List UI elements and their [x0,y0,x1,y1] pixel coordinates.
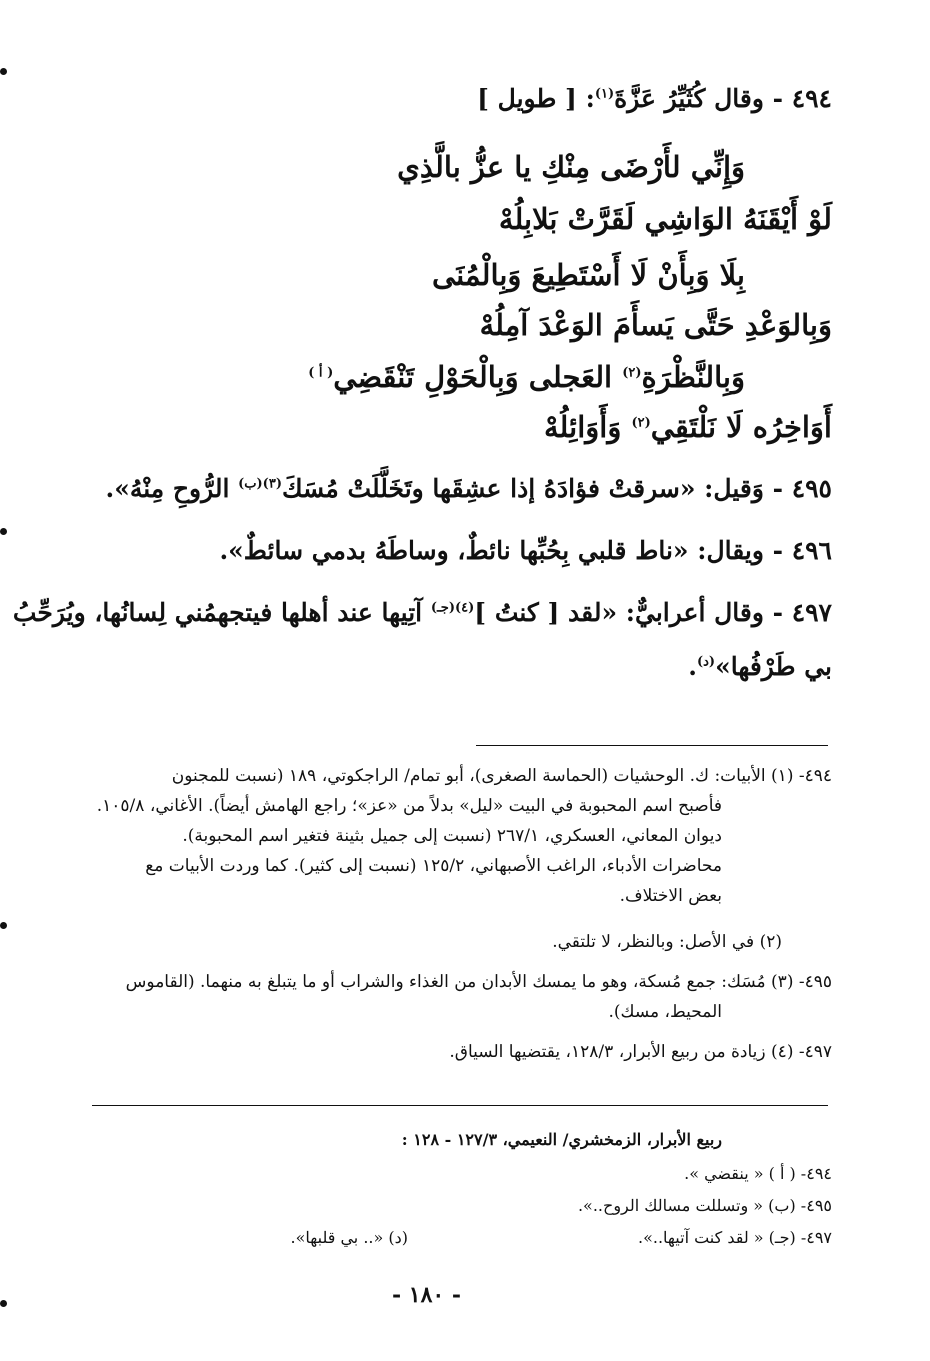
verse-line-1: وَإِنِّي لأَرْضَى مِنْكِ يا عزُّ بالَّذِي [397,150,745,184]
verse-text: وَأَوَائِلُهْ [544,410,632,444]
footnote-ref[interactable]: (٤)(جـ) [430,600,475,616]
sources-separator [92,1105,828,1106]
meter-label: : [ طويل ] [477,84,595,113]
footnote-497-4: ٤٩٧- (٤) زيادة من ربيع الأبرار، ١٢٨/٣، يقتضيها السياق. [449,1042,832,1062]
source-ref[interactable]: ( أ ) [308,365,334,381]
entry-494-author: ٤٩٤ - وقال كُثَيِّرُ عَزَّةَ [614,84,832,113]
footnote-494-1-cont: فأصبح اسم المحبوبة في البيت «ليل» بدلاً من «عز»؛ راجع الهامش أيضاً). الأغاني، ١٠٥/٨. [96,796,722,816]
footnote-494-1-cont: محاضرات الأدباء، الراغب الأصبهاني، ١٢٥/٢ (نسبت إلى كثير). كما وردت الأبيات مع [145,856,722,876]
footnote-ref[interactable]: (٢) [622,365,642,381]
source-line: ٤٩٤- ( أ ) « ينقضي ». [684,1164,832,1183]
entry-495 [105,474,832,503]
margin-dot [0,1300,7,1307]
entry-text: ٤٩٥ - وَقيل: «سرقتْ فؤادَهُ إذا عشِقَها وتَخَلَّلَتْ مُسَكَ [281,474,832,503]
footnote-separator [476,745,828,746]
source-line: (د) «.. بي قلبها». [290,1228,408,1247]
source-line: ٤٩٥- (ب) « وتسللت مسالك الروح..». [577,1196,832,1215]
footnote-494-1-cont: ديوان المعاني، العسكري، ٢٦٧/١ (نسبت إلى جميل بثينة فتغير اسم المحبوبة). [182,826,722,846]
entry-494-header [477,84,832,113]
entry-text: آتِيها عند أهلها فيتجهمُني لِسانُها، ويُرَحِّبُ [12,598,431,627]
verse-text: العَجلى وَبِالْحَوْلِ تَنْقَضِي [333,360,623,394]
entry-497-cont [688,652,832,681]
verse-text: وَبِالنَّظْرَةِ [641,360,745,394]
page-number: - ١٨٠ - [392,1282,462,1308]
verse-line-2: لَوْ أَيْقَنَهُ الوَاشِي لَقَرَّتْ بَلابِلُهْ [498,202,832,236]
entry-496: ٤٩٦ - ويقال: «ناط قلبي بِحُبِّها نائطٌ، وساطَهُ بدمي سائطٌ». [219,536,832,565]
entry-text: بي طَرْفُها» [715,652,832,681]
verse-line-3: بِلَا وَبِأَنْ لَا أَسْتَطِيعَ وَبِالْمُنَى [431,258,745,292]
entry-497 [13,598,832,627]
footnote-495-3: ٤٩٥- (٣) مُسَك: جمع مُسكة، وهو ما يمسك الأبدان من الغذاء والشراب أو ما يتبلغ به منهما. (القاموس [125,972,832,992]
verse-text: أَوَاخِرُه لَا نَلْتَقِي [650,410,832,444]
footnote-ref[interactable]: (١) [594,86,615,102]
footnote-495-3-cont: المحيط، مسك). [608,1002,722,1022]
verse-line-6 [544,410,832,444]
source-ref[interactable]: (د) [696,654,716,670]
footnote-ref[interactable]: (٢) [631,415,651,431]
footnote-494-1-cont: بعض الاختلاف. [619,886,722,906]
footnote-494-2: (٢) في الأصل: وبالنظر، لا تلتقي. [552,932,782,952]
margin-dot [0,68,7,75]
verse-line-4: وَبِالوَعْدِ حَتَّى يَسأَمَ الوَعْدَ آمِلُهْ [479,308,832,342]
entry-text: . [688,652,697,681]
entry-text: الرُّوحِ مِنْهُ». [105,474,239,503]
verse-line-5 [308,360,745,394]
footnote-ref[interactable]: (٣)(ب) [238,476,282,492]
margin-dot [0,922,7,929]
entry-text: ٤٩٧ - وقال أعرابيٌّ: «لقد [ كنتُ ] [474,598,832,627]
sources-title: ربيع الأبرار، الزمخشري/ النعيمي، ١٢٧/٣ - ١٢٨ : [401,1130,722,1149]
margin-dot [0,528,7,535]
source-line: ٤٩٧- (جـ) « لقد كنت آتيها..». [637,1228,832,1247]
footnote-494-1: ٤٩٤- (١) الأبيات: ك. الوحشيات (الحماسة الصغرى)، أبو تمام/ الراجكوتي، ١٨٩ (نسبت للمجنون [171,766,832,786]
